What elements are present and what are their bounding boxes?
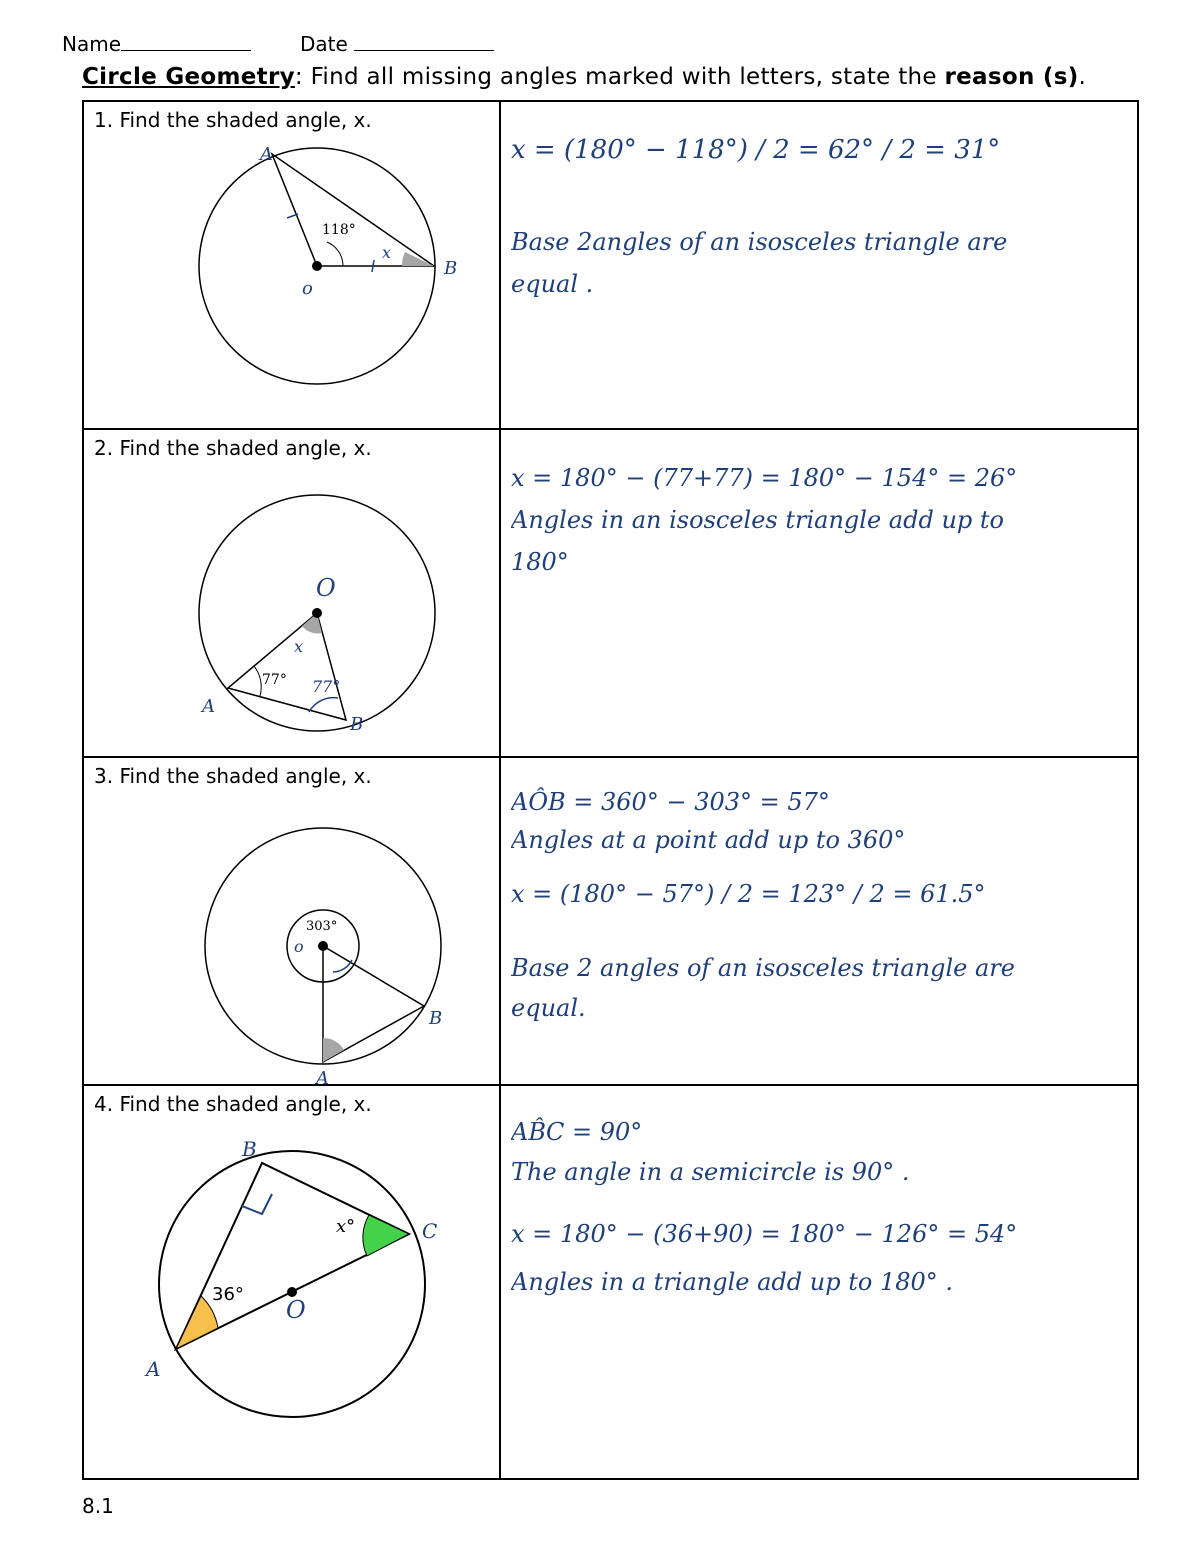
answer-line: Base 2angles of an isosceles triangle are xyxy=(511,228,1008,256)
answer-cell xyxy=(500,757,1138,1085)
question-prompt: 4. Find the shaded angle, x. xyxy=(94,1092,372,1116)
answer-line: x = 180° − (36+90) = 180° − 126° = 54° xyxy=(511,1220,1018,1248)
handwritten-answer-4 xyxy=(511,1094,1131,1394)
vertex-label-b: B xyxy=(429,1008,443,1029)
page-number: 8.1 xyxy=(82,1494,114,1518)
instruction-text: : Find all missing angles marked with letters, state the xyxy=(294,64,945,90)
answer-line: Angles in a triangle add up to 180° . xyxy=(511,1268,954,1296)
reason-word: reason (s) xyxy=(944,64,1079,90)
answer-line: equal . xyxy=(511,270,594,298)
vertex-label-a: A xyxy=(316,1068,329,1084)
name-label: Name xyxy=(62,32,122,56)
circle-diagram-1 xyxy=(84,102,499,428)
date-line xyxy=(354,32,494,51)
answer-line: equal. xyxy=(511,994,586,1022)
answer-line: x = 180° − (77+77) = 180° − 154° = 26° xyxy=(511,464,1018,492)
name-field xyxy=(62,32,251,56)
question-cell xyxy=(83,429,500,757)
vertex-label-c: C xyxy=(422,1219,438,1243)
answer-line: 180° xyxy=(511,548,569,576)
answer-line: The angle in a semicircle is 90° . xyxy=(511,1158,910,1186)
answer-cell xyxy=(500,101,1138,429)
angle-arc xyxy=(254,666,261,696)
circle xyxy=(159,1151,425,1417)
angle-label-118: 118° xyxy=(322,222,356,238)
worksheet-title xyxy=(82,64,1086,90)
question-grid xyxy=(82,100,1139,1480)
answer-line: x = (180° − 57°) / 2 = 123° / 2 = 61.5° xyxy=(511,880,986,908)
center-point xyxy=(312,608,322,618)
unknown-x-label: x xyxy=(382,243,392,262)
answer-line: AÔB = 360° − 303° = 57° xyxy=(511,788,830,816)
vertex-label-b: B xyxy=(350,714,364,735)
reflex-angle-label: 303° xyxy=(306,919,338,934)
vertex-label-a: A xyxy=(260,144,273,165)
triangle xyxy=(228,613,346,720)
question-row xyxy=(83,101,1138,429)
shaded-angle-x xyxy=(323,1038,344,1062)
question-cell xyxy=(83,1085,500,1479)
circle-diagram-4 xyxy=(84,1086,499,1478)
date-label: Date xyxy=(300,32,348,56)
question-row xyxy=(83,429,1138,757)
angle-label-36: 36° xyxy=(212,1284,244,1305)
vertex-label-a: A xyxy=(202,696,215,717)
answer-line: AB̂C = 90° xyxy=(511,1118,643,1146)
equal-tick-mark xyxy=(372,260,374,272)
unknown-x-label: x xyxy=(294,637,304,656)
question-cell xyxy=(83,101,500,429)
circle-diagram-3 xyxy=(84,758,499,1084)
name-line xyxy=(121,32,251,51)
vertex-label-a: A xyxy=(146,1357,161,1381)
topic-label: Circle Geometry xyxy=(82,64,295,90)
unknown-x-label: x° xyxy=(336,1216,356,1237)
center-label-o: o xyxy=(302,278,313,299)
shaded-angle-x xyxy=(363,1215,409,1256)
vertex-label-b: B xyxy=(242,1137,257,1161)
center-label-o: O xyxy=(316,574,336,602)
answer-line: x = (180° − 118°) / 2 = 62° / 2 = 31° xyxy=(511,135,1001,165)
circle-diagram-2 xyxy=(84,430,499,756)
angle-arc-handwritten xyxy=(309,698,338,712)
question-prompt: 1. Find the shaded angle, x. xyxy=(94,108,372,132)
center-label-o: O xyxy=(286,1296,306,1324)
angle-label-77-b: 77° xyxy=(312,677,341,696)
angle-label-77: 77° xyxy=(262,672,287,688)
center-point xyxy=(312,261,322,271)
answer-line: Angles in an isosceles triangle add up to xyxy=(511,506,1004,534)
triangle xyxy=(272,154,434,266)
answer-cell xyxy=(500,1085,1138,1479)
handwritten-answer-2 xyxy=(511,438,1131,738)
answer-cell xyxy=(500,429,1138,757)
answer-line: Base 2 angles of an isosceles triangle are xyxy=(511,954,1015,982)
question-prompt: 3. Find the shaded angle, x. xyxy=(94,764,372,788)
date-field xyxy=(300,32,494,56)
handwritten-answer-1 xyxy=(511,110,1131,410)
question-cell xyxy=(83,757,500,1085)
answer-line: Angles at a point add up to 360° xyxy=(511,826,906,854)
vertex-label-b: B xyxy=(444,258,458,279)
question-row xyxy=(83,1085,1138,1479)
question-row xyxy=(83,757,1138,1085)
question-prompt: 2. Find the shaded angle, x. xyxy=(94,436,372,460)
title-end: . xyxy=(1078,64,1087,90)
angle-arc xyxy=(327,242,343,266)
center-point xyxy=(318,941,328,951)
center-label-o: o xyxy=(294,937,304,956)
handwritten-answer-3 xyxy=(511,766,1131,1066)
